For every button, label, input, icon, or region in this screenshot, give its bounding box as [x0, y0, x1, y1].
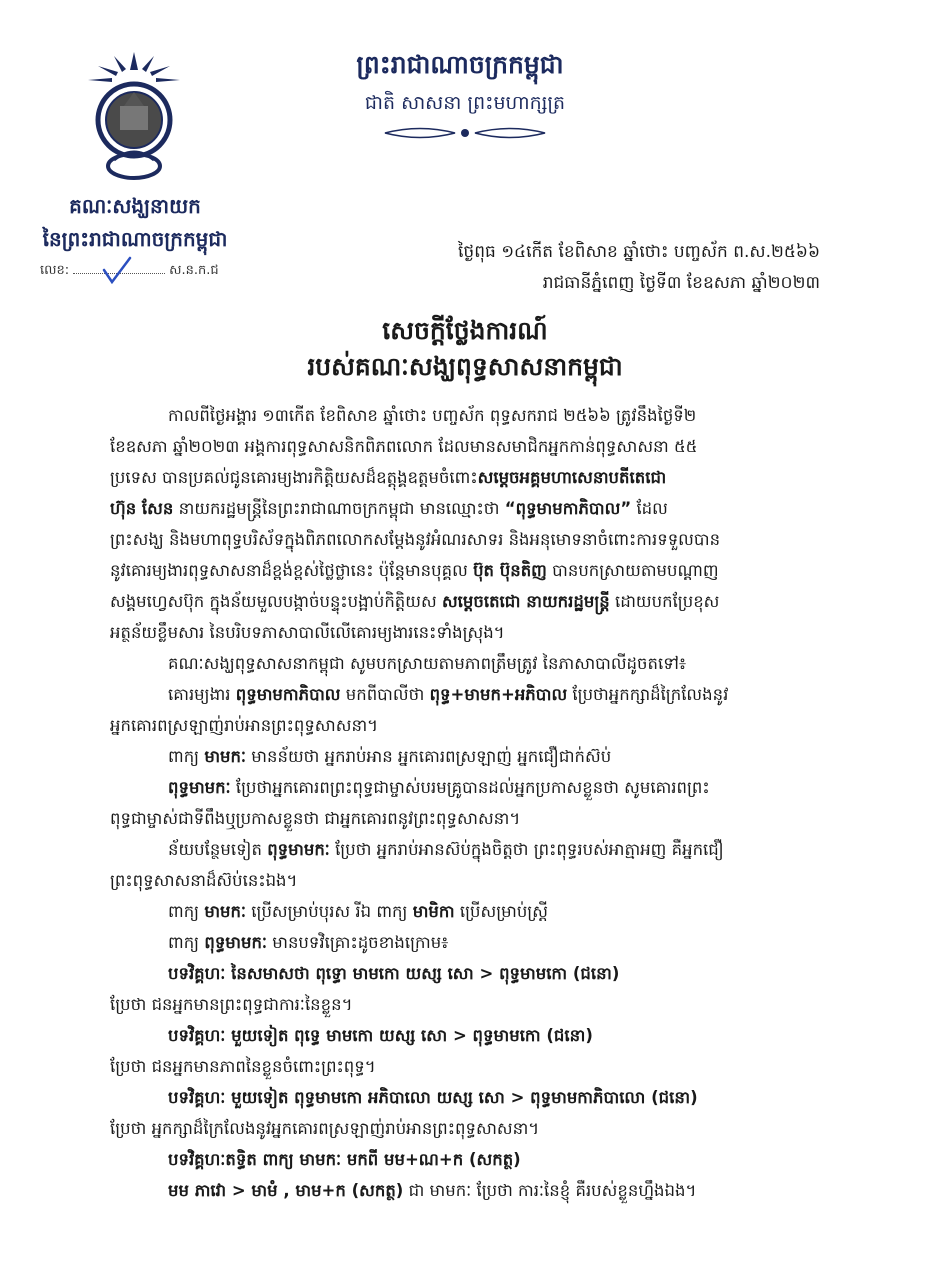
body-text: មកពីបាលីថា [340, 685, 430, 704]
body-line [110, 493, 830, 524]
body-line [110, 1175, 830, 1206]
body-text: ពាក្យ [168, 933, 205, 952]
body-line [110, 462, 830, 493]
body-text: មានន័យថា អ្នករាប់អាន អ្នកគោរពស្រឡាញ់ អ្នកជឿជាក់ស៊ប់ [246, 747, 612, 766]
body-text: ប្រើសម្រាប់បុរស រីឯ ពាក្យ [246, 902, 413, 921]
lunar-date: ថ្ងៃពុធ ១៤កើត ខែពិសាខ ឆ្នាំថោះ បញ្ចស័ក ព.ស.២៥៦៦ [458, 242, 820, 262]
body-line: គណៈសង្ឃពុទ្ធសាសនាកម្ពុជា សូមបកស្រាយតាមភាពត្រឹមត្រូវ នៃភាសាបាលីដូចតទៅ៖ [168, 654, 687, 673]
body-bold: មាមកៈ [204, 747, 247, 766]
body-text: ជា មាមកៈ ប្រែថា ការៈនៃខ្ញុំ គឺរបស់ខ្លួនហ្នឹងឯង។ [403, 1181, 697, 1200]
body-line [110, 772, 830, 803]
body-text: ប្រែថាអ្នកគោរពព្រះពុទ្ធជាម្ចាស់បរមគ្រូបានដល់អ្នកប្រកាសខ្លួនថា សូមគោរពព្រះ [230, 778, 710, 797]
body-line: អ្នកគោរពស្រឡាញ់រាប់អានព្រះពុទ្ធសាសនា។ [110, 716, 379, 735]
body-line: ព្រះពុទ្ធសាសនាដ៏ស៊ប់នេះឯង។ [110, 871, 298, 890]
statement-subtitle: របស់គណៈសង្ឃពុទ្ធសាសនាកម្ពុជា [307, 352, 623, 381]
body-text: បានបកស្រាយតាមបណ្តាញ [546, 561, 719, 580]
body-text: ន័យបន្ថែមទៀត [168, 840, 268, 859]
body-line: ប្រែថា ជនអ្នកមានភាពនៃខ្លួនចំពោះព្រះពុទ្ធ។ [110, 1057, 376, 1076]
body-bold: ប៊ុត ប៊ុនតិញ [473, 561, 547, 580]
ref-label: លេខ: [40, 263, 70, 278]
body-line [110, 927, 830, 958]
body-bold: ពុទ្ធមាមកៈ [168, 778, 231, 797]
body-bold: មាមកៈ [204, 902, 247, 921]
body-text: មានបទវិគ្រោះដូចខាងក្រោម៖ [266, 933, 449, 952]
body-text: ដែល [631, 499, 668, 518]
org-name-line2: នៃព្រះរាជាណាចក្រកម្ពុជា [42, 227, 228, 251]
body-line: អត្ថន័យខ្លឹមសារ នៃបរិបទភាសាបាលីលើគោរម្យងារនេះទាំងស្រុង។ [110, 623, 505, 642]
body-line [110, 896, 830, 927]
body-line [110, 834, 830, 865]
body-line: ខែឧសភា ឆ្នាំ២០២៣ អង្គការពុទ្ធសាសនិកពិភពលោក ដែលមានសមាជិកអ្នកកាន់ពុទ្ធសាសនា ៥៥ [110, 437, 698, 456]
body-bold: ពុទ្ធមាមកៈ [267, 840, 330, 859]
body-text: នូវគោរម្យងារពុទ្ធសាសនាដ៏ខ្ពង់ខ្ពស់ថ្លៃថ្លានេះ ប៉ុន្តែមានបុគ្គល [110, 561, 474, 580]
ornament-divider-icon [375, 124, 555, 142]
body-line: ពុទ្ធជាម្ចាស់ជាទីពឹងឬប្រកាសខ្លួនថា ជាអ្នកគោរពនូវព្រះពុទ្ធសាសនា។ [110, 809, 521, 828]
body-bold: ពុទ្ធ+មាមក+អភិបាល [429, 685, 568, 704]
body-text: គោរម្យងារ [168, 685, 236, 704]
body-text: ប្រែថាអ្នកក្សាដ៏ក្រៃលែងនូវ [567, 685, 729, 704]
body-line: ប្រែថា អ្នកក្សាដ៏ក្រៃលែងនូវអ្នកគោរពស្រឡាញ់រាប់អានព្រះពុទ្ធសាសនា។ [110, 1119, 540, 1138]
body-line: បទវិគ្គហៈ នៃសមាសថា ពុទ្ធោ មាមកោ យស្ស សោ > ពុទ្ធមាមកោ (ជនោ) [168, 964, 620, 983]
body-bold: សម្តេចអគ្គមហាសេនាបតីតេជោ [477, 468, 667, 487]
body-line: បទវិគ្គហៈតទ្ធិត ពាក្យ មាមកៈ មកពី មម+ណ+ក (សកត្ថ) [168, 1150, 521, 1169]
body-line [110, 555, 830, 586]
statement-body [110, 400, 830, 1206]
body-text: ដោយបកប្រែខុស [609, 592, 720, 611]
body-line: ព្រះសង្ឃ និងមហាពុទ្ធបរិស័ទក្នុងពិភពលោកសម្តែងនូវអំណរសាទរ និងអនុមោទនាចំពោះការទទួលបាន [110, 530, 721, 549]
body-text: ប្រែថា អ្នករាប់អានស៊ប់ក្នុងចិត្តថា ព្រះពុទ្ធរបស់អាត្មាអញ គឺអ្នកជឿ [329, 840, 724, 859]
national-motto: ជាតិ សាសនា ព្រះមហាក្សត្រ [364, 92, 566, 114]
checkmark-icon [100, 256, 134, 284]
kingdom-heading: ព្រះរាជាណាចក្រកម្ពុជា [356, 50, 564, 79]
body-text: ពាក្យ [168, 902, 205, 921]
ref-suffix: ស.ន.ក.ជ [169, 263, 219, 278]
body-line: ប្រែថា ជនអ្នកមានព្រះពុទ្ធជាការៈនៃខ្លួន។ [110, 995, 353, 1014]
body-text: ប្រទេស បានប្រគល់ជូនគោរម្យងារកិត្តិយសដ៏ឧត្តុង្គឧត្តមចំពោះ [110, 468, 478, 487]
body-text: នាយករដ្ឋមន្ត្រីនៃព្រះរាជាណាចក្រកម្ពុជា មានឈ្មោះថា [173, 499, 505, 518]
body-bold: មាមិកា [412, 902, 455, 921]
body-line: បទវិគ្គហៈ មួយទៀត ពុទ្ធមាមកោ អភិបាលោ យស្ស សោ > ពុទ្ធមាមកាភិបាលោ (ជនោ) [168, 1088, 698, 1107]
body-line [110, 679, 830, 710]
body-line [110, 586, 830, 617]
seal-emblem-icon [84, 48, 184, 188]
body-line: បទវិគ្គហៈ មួយទៀត ពុទ្ធេ មាមកោ យស្ស សោ > ពុទ្ធមាមកោ (ជនោ) [168, 1026, 593, 1045]
body-bold: “ពុទ្ធមាមកាភិបាល” [504, 499, 632, 518]
reference-number [40, 262, 240, 281]
body-bold: ហ៊ុន សែន [110, 499, 174, 518]
body-line: កាលពីថ្ងៃអង្គារ ១៣កើត ខែពិសាខ ឆ្នាំថោះ បញ្ចស័ក ពុទ្ធសករាជ ២៥៦៦ ត្រូវនឹងថ្ងៃទី២ [168, 406, 697, 425]
body-bold: ពុទ្ធមាមកៈ [204, 933, 267, 952]
body-bold: ពុទ្ធមាមកាភិបាល [235, 685, 341, 704]
body-bold: មម ភាវោ > មាមំ , មាម+ក (សកត្ថ) [168, 1181, 404, 1200]
body-text: ប្រើសម្រាប់ស្ត្រី [454, 902, 548, 921]
org-name-line1: គណៈសង្ឃនាយក [69, 194, 201, 218]
solar-date: រាជធានីភ្នំពេញ ថ្ងៃទី៣ ខែឧសភា ឆ្នាំ២០២៣ [542, 273, 820, 293]
body-text: សង្គមហ្វេសប៊ុក ក្នុងន័យមួលបង្កាច់បន្ទុះបង្អាប់កិត្តិយស [110, 592, 442, 611]
body-line [110, 741, 830, 772]
statement-title: សេចក្ដីថ្លែងការណ៍ [382, 316, 548, 345]
body-bold: សម្តេចតេជោ នាយករដ្ឋមន្ត្រី [441, 592, 610, 611]
body-text: ពាក្យ [168, 747, 205, 766]
